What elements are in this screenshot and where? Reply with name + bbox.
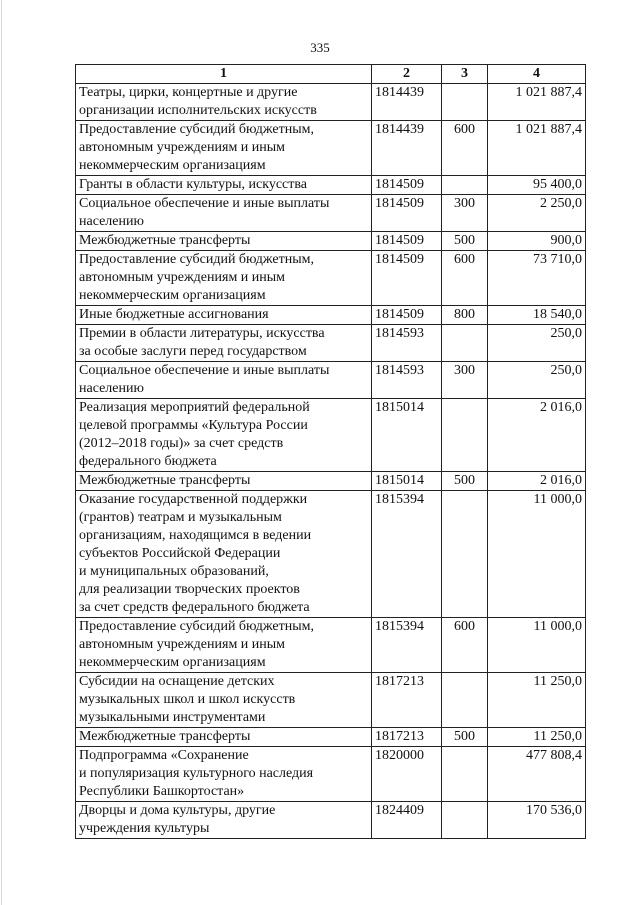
table-row bbox=[76, 232, 586, 251]
column-header-3: 3 bbox=[442, 65, 488, 84]
row-name-cell: Подпрограмма «Сохранение и популяризация культурного наследия Республики Башкортостан» bbox=[76, 747, 372, 802]
row-name-cell: Межбюджетные трансферты bbox=[76, 472, 372, 491]
row-code-cell: 1824409 bbox=[372, 802, 442, 839]
row-amount-cell: 900,0 bbox=[488, 232, 586, 251]
row-code-cell: 1814439 bbox=[372, 121, 442, 176]
column-header-1: 1 bbox=[76, 65, 372, 84]
table-row bbox=[76, 84, 586, 121]
row-type-cell: 600 bbox=[442, 251, 488, 306]
row-amount-cell: 1 021 887,4 bbox=[488, 84, 586, 121]
row-code-cell: 1814439 bbox=[372, 84, 442, 121]
row-type-cell bbox=[442, 176, 488, 195]
table-row bbox=[76, 472, 586, 491]
table-row bbox=[76, 491, 586, 618]
table-row bbox=[76, 325, 586, 362]
row-name-cell: Театры, цирки, концертные и другие организации исполнительских искусств bbox=[76, 84, 372, 121]
row-name-cell: Оказание государственной поддержки (грантов) театрам и музыкальным организациям, находящимся в ведении субъектов Российской Федерации и муниципальных образований, для реализации творческих проектов за счет средств федерального бюджета bbox=[76, 491, 372, 618]
row-code-cell: 1814593 bbox=[372, 362, 442, 399]
row-type-cell: 600 bbox=[442, 121, 488, 176]
row-amount-cell: 11 250,0 bbox=[488, 728, 586, 747]
row-type-cell: 800 bbox=[442, 306, 488, 325]
table-row bbox=[76, 747, 586, 802]
row-amount-cell: 1 021 887,4 bbox=[488, 121, 586, 176]
row-type-cell bbox=[442, 325, 488, 362]
row-code-cell: 1815394 bbox=[372, 618, 442, 673]
row-type-cell bbox=[442, 673, 488, 728]
row-amount-cell: 11 000,0 bbox=[488, 491, 586, 618]
row-code-cell: 1814509 bbox=[372, 195, 442, 232]
row-name-cell: Предоставление субсидий бюджетным, автономным учреждениям и иным некоммерческим организациям bbox=[76, 121, 372, 176]
header-row bbox=[76, 65, 586, 84]
row-code-cell: 1820000 bbox=[372, 747, 442, 802]
table-row bbox=[76, 728, 586, 747]
row-type-cell: 300 bbox=[442, 195, 488, 232]
row-code-cell: 1815394 bbox=[372, 491, 442, 618]
row-code-cell: 1815014 bbox=[372, 399, 442, 472]
table-row bbox=[76, 802, 586, 839]
row-type-cell: 500 bbox=[442, 232, 488, 251]
table-row bbox=[76, 195, 586, 232]
row-code-cell: 1814593 bbox=[372, 325, 442, 362]
row-type-cell: 600 bbox=[442, 618, 488, 673]
row-name-cell: Социальное обеспечение и иные выплаты населению bbox=[76, 362, 372, 399]
row-name-cell: Гранты в области культуры, искусства bbox=[76, 176, 372, 195]
page-number: 335 bbox=[310, 40, 330, 55]
row-amount-cell: 2 250,0 bbox=[488, 195, 586, 232]
row-name-cell: Дворцы и дома культуры, другие учреждения культуры bbox=[76, 802, 372, 839]
row-name-cell: Реализация мероприятий федеральной целевой программы «Культура России (2012–2018 годы)» за счет средств федерального бюджета bbox=[76, 399, 372, 472]
row-name-cell: Предоставление субсидий бюджетным, автономным учреждениям и иным некоммерческим организациям bbox=[76, 251, 372, 306]
table-row bbox=[76, 251, 586, 306]
row-code-cell: 1814509 bbox=[372, 251, 442, 306]
table-row bbox=[76, 362, 586, 399]
row-code-cell: 1814509 bbox=[372, 176, 442, 195]
row-name-cell: Социальное обеспечение и иные выплаты населению bbox=[76, 195, 372, 232]
budget-table bbox=[75, 64, 586, 839]
row-type-cell: 300 bbox=[442, 362, 488, 399]
table-row bbox=[76, 306, 586, 325]
row-amount-cell: 73 710,0 bbox=[488, 251, 586, 306]
row-name-cell: Межбюджетные трансферты bbox=[76, 232, 372, 251]
row-amount-cell: 11 000,0 bbox=[488, 618, 586, 673]
table-row bbox=[76, 121, 586, 176]
row-amount-cell: 477 808,4 bbox=[488, 747, 586, 802]
table-row bbox=[76, 673, 586, 728]
row-amount-cell: 170 536,0 bbox=[488, 802, 586, 839]
row-type-cell: 500 bbox=[442, 728, 488, 747]
row-type-cell bbox=[442, 491, 488, 618]
row-code-cell: 1817213 bbox=[372, 673, 442, 728]
row-name-cell: Предоставление субсидий бюджетным, автономным учреждениям и иным некоммерческим организациям bbox=[76, 618, 372, 673]
row-name-cell: Межбюджетные трансферты bbox=[76, 728, 372, 747]
row-amount-cell: 2 016,0 bbox=[488, 472, 586, 491]
scan-edge-line bbox=[1, 0, 2, 905]
row-type-cell bbox=[442, 84, 488, 121]
row-amount-cell: 250,0 bbox=[488, 362, 586, 399]
table-row bbox=[76, 618, 586, 673]
row-type-cell bbox=[442, 747, 488, 802]
row-type-cell bbox=[442, 802, 488, 839]
row-name-cell: Премии в области литературы, искусства за особые заслуги перед государством bbox=[76, 325, 372, 362]
row-code-cell: 1817213 bbox=[372, 728, 442, 747]
row-amount-cell: 18 540,0 bbox=[488, 306, 586, 325]
column-header-4: 4 bbox=[488, 65, 586, 84]
row-type-cell bbox=[442, 399, 488, 472]
row-code-cell: 1814509 bbox=[372, 232, 442, 251]
row-type-cell: 500 bbox=[442, 472, 488, 491]
row-code-cell: 1814509 bbox=[372, 306, 442, 325]
row-amount-cell: 11 250,0 bbox=[488, 673, 586, 728]
table-header bbox=[76, 65, 586, 84]
column-header-2: 2 bbox=[372, 65, 442, 84]
row-amount-cell: 95 400,0 bbox=[488, 176, 586, 195]
row-amount-cell: 2 016,0 bbox=[488, 399, 586, 472]
row-code-cell: 1815014 bbox=[372, 472, 442, 491]
table-row bbox=[76, 399, 586, 472]
row-name-cell: Субсидии на оснащение детских музыкальных школ и школ искусств музыкальными инструментами bbox=[76, 673, 372, 728]
row-amount-cell: 250,0 bbox=[488, 325, 586, 362]
table-body bbox=[76, 84, 586, 839]
row-name-cell: Иные бюджетные ассигнования bbox=[76, 306, 372, 325]
table-row bbox=[76, 176, 586, 195]
